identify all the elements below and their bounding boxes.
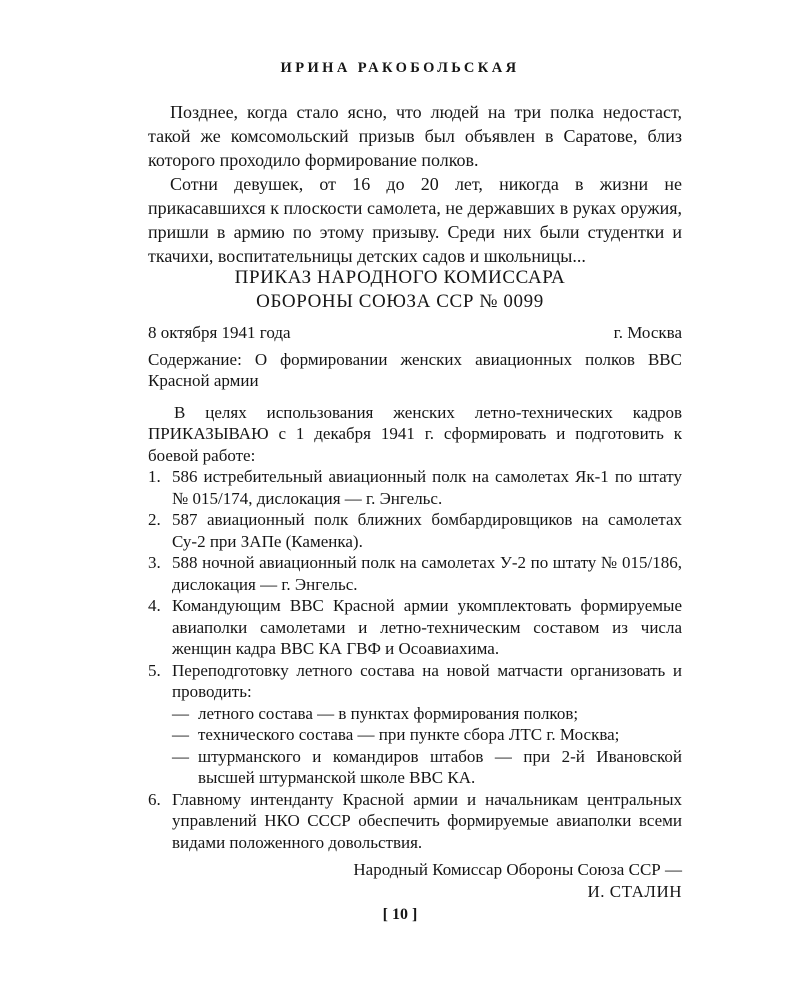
dash-marker: —	[172, 703, 189, 723]
running-header: ИРИНА РАКОБОЛЬСКАЯ	[280, 60, 520, 76]
order-item-text: Главному интенданту Красной армии и начальникам центральных управлений НКО СССР обеспечить формируемые авиаполки всеми видами положенного довольствия.	[172, 789, 682, 852]
signature-name: И. СТАЛИН	[587, 881, 682, 901]
order-item	[148, 509, 682, 552]
intro-text	[148, 100, 682, 268]
order-item-text: Командующим ВВС Красной армии укомплектовать формируемые авиаполки самолетами и летно-техническим составом из числа женщин кадра ВВС КА ГВФ и Осоавиахима.	[172, 596, 682, 658]
intro-paragraph-1: Позднее, когда стало ясно, что людей на три полка недостаст, такой же комсомольский призыв был объявлен в Саратове, близ которого проходило формирование полков.	[148, 102, 682, 170]
order-item-number: 5.	[148, 660, 161, 680]
dash-marker: —	[172, 746, 189, 766]
order-item	[148, 789, 682, 854]
order-preamble: В целях использования женских летно-технических кадров ПРИКАЗЫВАЮ с 1 декабря 1941 г. сформировать и подготовить к боевой работе:	[148, 402, 682, 465]
order-subitem-text: летного состава — в пунктах формирования полков;	[198, 703, 579, 723]
order-subitems	[148, 703, 682, 789]
order-date-row	[148, 322, 682, 344]
order-place: г. Москва	[613, 323, 682, 342]
order-item	[148, 466, 682, 509]
order-subitem	[172, 703, 682, 725]
order-item-number: 2.	[148, 510, 161, 529]
order-item-number: 6.	[148, 789, 161, 809]
order-item	[148, 552, 682, 595]
order-item	[148, 660, 682, 703]
intro-paragraph-2: Сотни девушек, от 16 до 20 лет, никогда в жизни не прикасавшихся к плоскости самолета, не державших в руках оружия, пришли в армию по этому призыву. Среди них были студентки и ткачихи, воспитательницы детских садов и школьницы...	[148, 174, 682, 266]
order-items-continued	[148, 789, 682, 854]
order-item-number: 3.	[148, 553, 161, 572]
dash-marker: —	[172, 725, 189, 744]
order-item-text: 587 авиационный полк ближних бомбардировщиков на самолетах Су-2 при ЗАПе (Каменка).	[172, 510, 682, 551]
order-item-text: Переподготовку летного состава на новой матчасти организовать и проводить:	[172, 660, 682, 701]
page-number: [ 10 ]	[382, 906, 418, 923]
order-item-text: 588 ночной авиационный полк на самолетах У-2 по штату № 015/186, дислокация — г. Энгельс.	[172, 553, 682, 594]
order-item-number: 1.	[148, 467, 161, 486]
order-title-line-1: ПРИКАЗ НАРОДНОГО КОМИССАРА	[234, 267, 566, 288]
order-subitem	[172, 724, 682, 746]
order-item-text: 586 истребительный авиационный полк на самолетах Як-1 по штату № 015/174, дислокация — г. Энгельс.	[172, 467, 682, 508]
order-subitem-text: технического состава — при пункте сбора ЛТС г. Москва;	[198, 725, 620, 744]
order-body	[148, 322, 682, 902]
order-subject: Содержание: О формировании женских авиационных полков ВВС Красной армии	[148, 349, 682, 390]
order-title-line-2: ОБОРОНЫ СОЮЗА ССР № 0099	[256, 291, 544, 312]
order-subitem-text: штурманского и командиров штабов — при 2-й Ивановской высшей штурманской школе ВВС КА.	[198, 746, 682, 787]
order-item	[148, 595, 682, 660]
order-subitem	[172, 746, 682, 789]
order-items	[148, 466, 682, 703]
order-title	[0, 266, 800, 314]
signature-title: Народный Комиссар Обороны Союза ССР —	[353, 860, 682, 879]
order-date: 8 октября 1941 года	[148, 323, 291, 342]
order-item-number: 4.	[148, 596, 161, 615]
